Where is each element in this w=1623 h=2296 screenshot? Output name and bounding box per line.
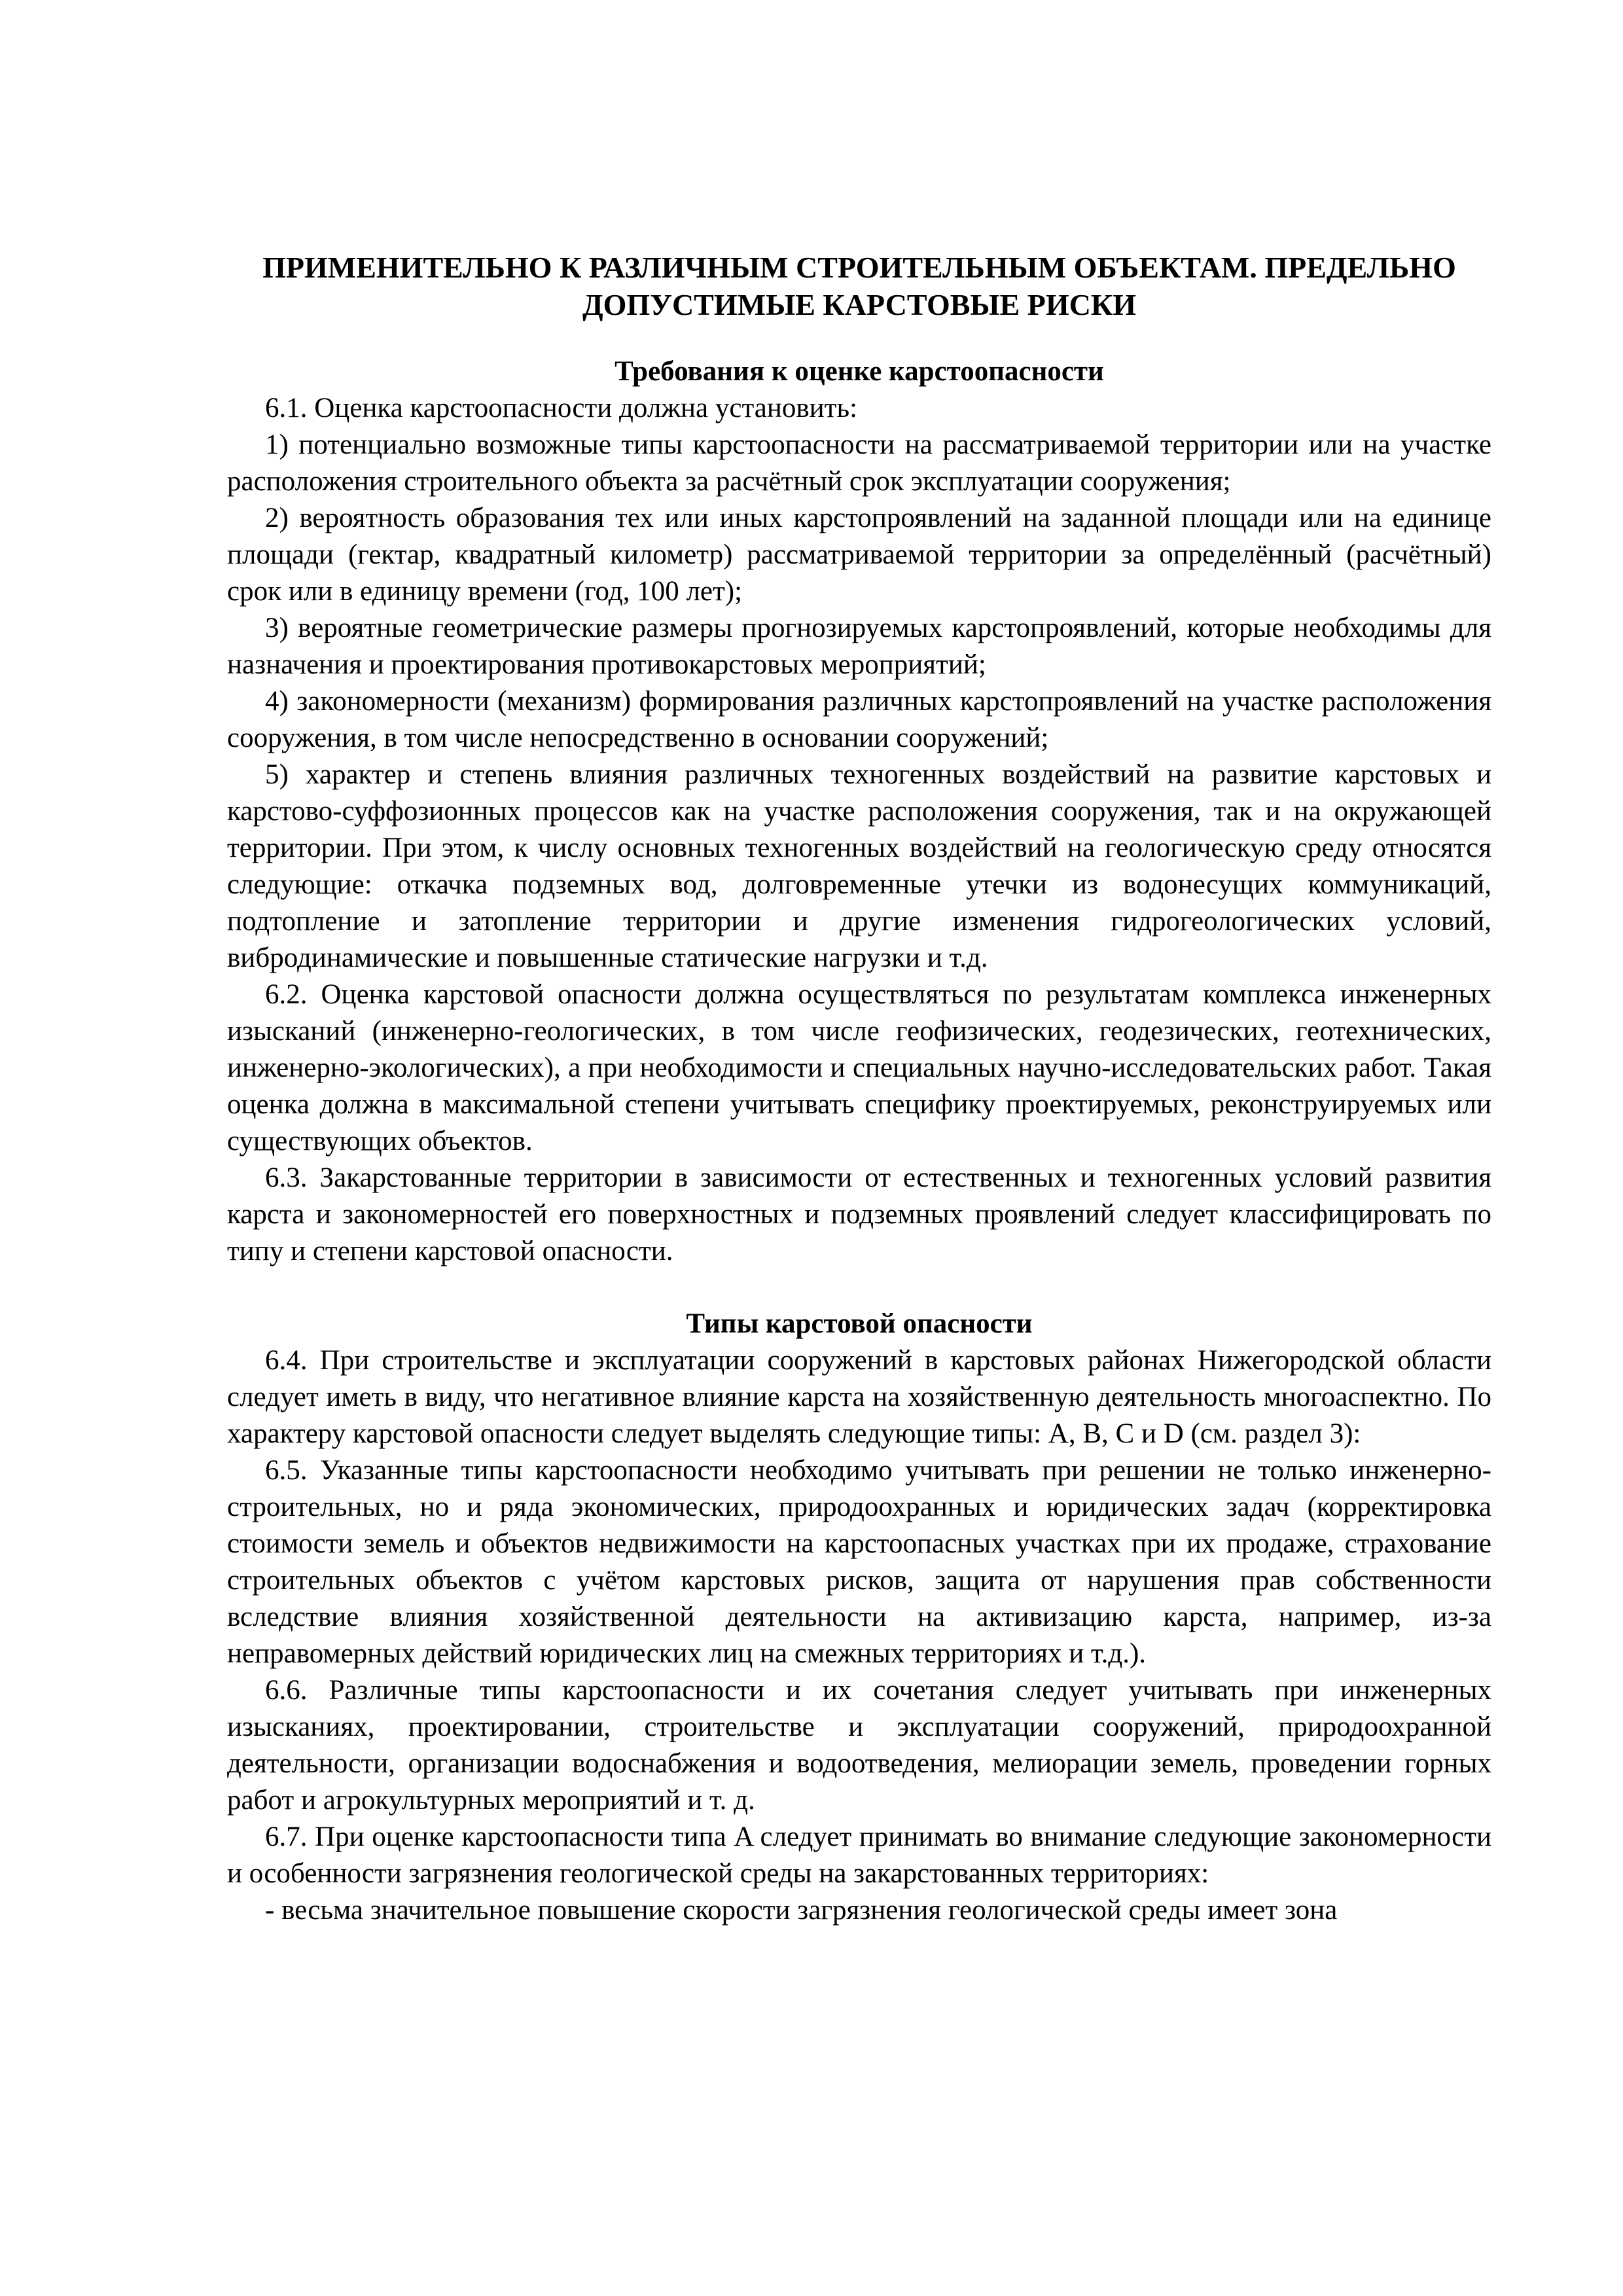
paragraph-item-4: 4) закономерности (механизм) формирования различных карстопроявлений на участке расположения сооружения, в том числе непосредственно в основании сооружений; <box>227 686 1491 753</box>
paragraph-6-2: 6.2. Оценка карстовой опасности должна осуществляться по результатам комплекса инженерных изысканий (инженерно-геологических, в том числе геофизических, геодезических, геотехнических, инженерно-экологических), а при необходимости и специальных научно-исследовательских работ. Такая оценка должна в максимальной степени учитывать специфику проектируемых, реконструируемых или существующих объектов. <box>227 979 1491 1157</box>
paragraph-item-5: 5) характер и степень влияния различных техногенных воздействий на развитие карстовых и карстово-суффозионных процессов как на участке расположения сооружения, так и на окружающей территории. При этом, к числу основных техногенных воздействий на геологическую среду относятся следующие: откачка подземных вод, долговременные утечки из водонесущих коммуникаций, подтопление и затопление территории и другие изменения гидрогеологических условий, вибродинамические и повышенные статические нагрузки и т.д. <box>227 759 1491 973</box>
paragraph-6-7: 6.7. При оценке карстоопасности типа A следует принимать во внимание следующие закономерности и особенности загрязнения геологической среды на закарстованных территориях: <box>227 1821 1491 1889</box>
paragraph-item-3: 3) вероятные геометрические размеры прогнозируемых карстопроявлений, которые необходимы для назначения и проектирования противокарстовых мероприятий; <box>227 613 1491 680</box>
paragraph-6-4: 6.4. При строительстве и эксплуатации сооружений в карстовых районах Нижегородской области следует иметь в виду, что негативное влияние карста на хозяйственную деятельность многоаспектно. По характеру карстовой опасности следует выделять следующие типы: A, B, C и D (см. раздел 3): <box>227 1345 1491 1449</box>
paragraph-item-2: 2) вероятность образования тех или иных карстопроявлений на заданной площади или на единице площади (гектар, квадратный километр) рассматриваемой территории за определённый (расчётный) срок или в единицу времени (год, 100 лет); <box>227 503 1491 607</box>
document-title: ПРИМЕНИТЕЛЬНО К РАЗЛИЧНЫМ СТРОИТЕЛЬНЫМ ОБЪЕКТАМ. ПРЕДЕЛЬНО ДОПУСТИМЫЕ КАРСТОВЫЕ РИСКИ <box>262 251 1456 321</box>
paragraph-item-1: 1) потенциально возможные типы карстоопасности на рассматриваемой территории или на участке расположения строительного объекта за расчётный срок эксплуатации сооружения; <box>227 429 1491 497</box>
paragraph-6-5: 6.5. Указанные типы карстоопасности необходимо учитывать при решении не только инженерно-строительных, но и ряда экономических, природоохранных и юридических задач (корректировка стоимости земель и объектов недвижимости на карстоопасных участках при их продаже, страхование строительных объектов с учётом карстовых рисков, защита от нарушения прав собственности вследствие влияния хозяйственной деятельности на активизацию карста, например, из-за неправомерных действий юридических лиц на смежных территориях и т.д.). <box>227 1455 1491 1669</box>
section-heading-requirements: Требования к оценке карстоопасности <box>615 356 1104 387</box>
paragraph-6-3: 6.3. Закарстованные территории в зависимости от естественных и техногенных условий развития карста и закономерностей его поверхностных и подземных проявлений следует классифицировать по типу и степени карстовой опасности. <box>227 1162 1491 1266</box>
paragraph-6-1: 6.1. Оценка карстоопасности должна установить: <box>265 393 858 423</box>
document-page <box>227 249 1491 1929</box>
paragraph-6-6: 6.6. Различные типы карстоопасности и их сочетания следует учитывать при инженерных изысканиях, проектировании, строительстве и эксплуатации сооружений, природоохранной деятельности, организации водоснабжения и водоотведения, мелиорации земель, проведении горных работ и агрокультурных мероприятий и т. д. <box>227 1675 1491 1816</box>
section-heading-types: Типы карстовой опасности <box>686 1308 1033 1339</box>
paragraph-bullet-1: - весьма значительное повышение скорости загрязнения геологической среды имеет зона <box>265 1895 1338 1926</box>
